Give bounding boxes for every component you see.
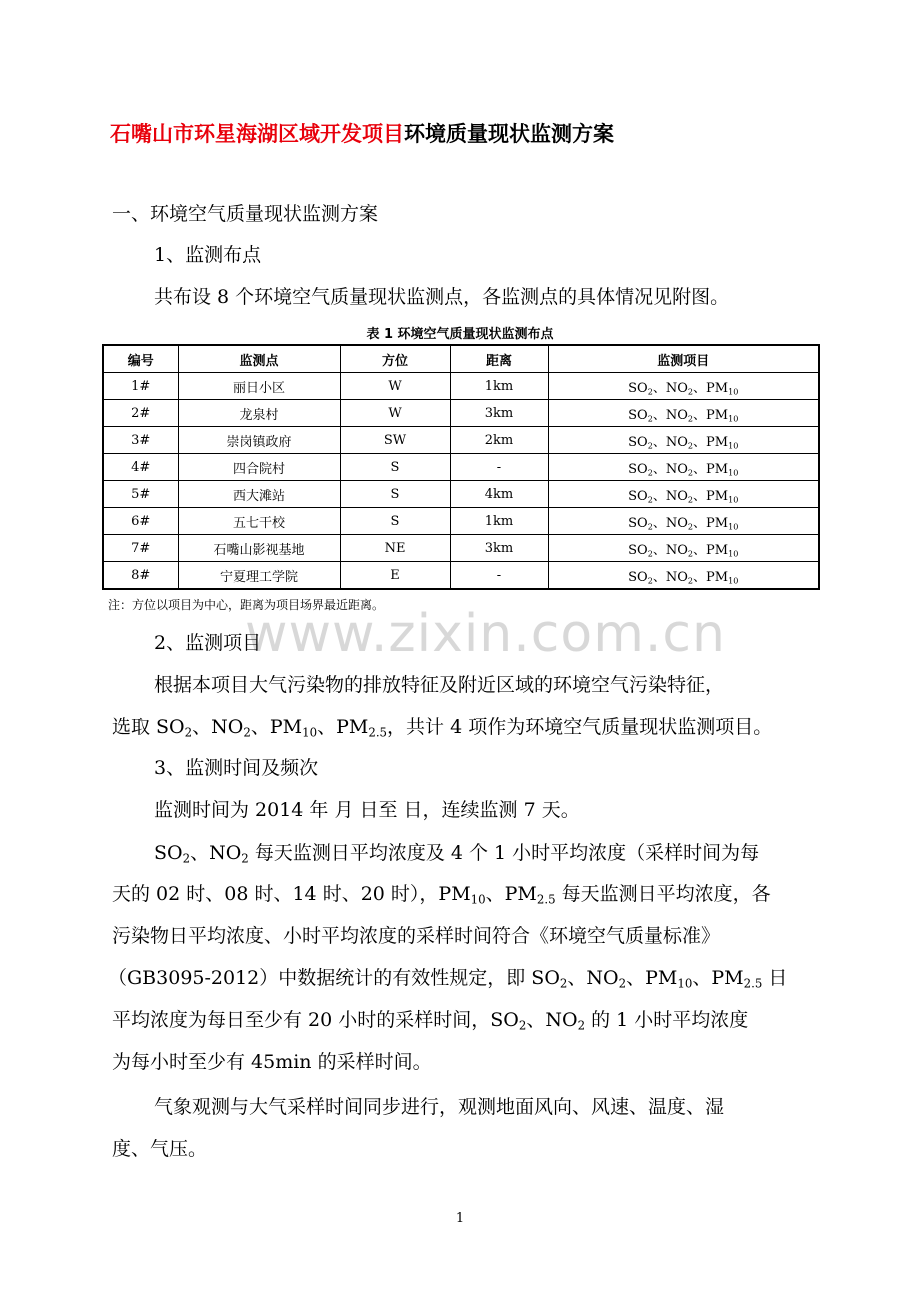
cell-direction: W — [340, 373, 450, 400]
cell-id: 5# — [103, 481, 178, 508]
cell-items: $SO_2$、$NO_2$、$PM_{10}$ — [548, 562, 819, 590]
monitoring-table — [102, 344, 820, 590]
cell-site: 宁夏理工学院 — [178, 562, 340, 590]
cell-items: $SO_2$、$NO_2$、$PM_{10}$ — [548, 454, 819, 481]
sub1-text: 共布设 8 个环境空气质量现状监测点，各监测点的具体情况见附图。 — [154, 286, 730, 308]
sub3-heading: 3、监测时间及频次 — [154, 757, 319, 779]
table-row — [103, 400, 819, 427]
cell-id: 7# — [103, 535, 178, 562]
cell-items: $SO_2$、$NO_2$、$PM_{10}$ — [548, 535, 819, 562]
section1-heading: 一、环境空气质量现状监测方案 — [112, 203, 379, 225]
cell-items: $SO_2$、$NO_2$、$PM_{10}$ — [548, 481, 819, 508]
sub2-line1: 根据本项目大气污染物的排放特征及附近区域的环境空气污染特征， — [154, 674, 725, 696]
table-row — [103, 562, 819, 590]
page-number: 1 — [455, 1211, 465, 1226]
table-body — [103, 373, 819, 590]
sub3-para-line: （GB3095-2012）中数据统计的有效性规定，即 $SO_2$、$NO_2$、$PM_{10}$、$PM_{2.5}$ 日 — [108, 967, 788, 991]
header-distance: 距离 — [450, 345, 548, 373]
table-row — [103, 427, 819, 454]
sub1-heading: 1、监测布点 — [154, 244, 262, 266]
title-black-part: 环境质量现状监测方案 — [404, 122, 614, 146]
sub2-line2: 选取 $SO_2$、$NO_2$、$PM_{10}$、$PM_{2.5}$，共计 4 项作为环境空气质量现状监测项目。 — [112, 716, 773, 740]
cell-direction: E — [340, 562, 450, 590]
cell-distance: 3km — [450, 400, 548, 427]
cell-distance: 2km — [450, 427, 548, 454]
watermark: www.zixin.com.cn — [245, 604, 726, 664]
cell-direction: W — [340, 400, 450, 427]
cell-id: 3# — [103, 427, 178, 454]
cell-direction: S — [340, 481, 450, 508]
cell-site: 丽日小区 — [178, 373, 340, 400]
sub3-para-line: 为每小时至少有 45min 的采样时间。 — [112, 1051, 432, 1073]
header-items: 监测项目 — [548, 345, 819, 373]
header-site: 监测点 — [178, 345, 340, 373]
cell-distance: - — [450, 454, 548, 481]
sub2-heading: 2、监测项目 — [154, 632, 262, 654]
cell-site: 石嘴山影视基地 — [178, 535, 340, 562]
cell-site: 四合院村 — [178, 454, 340, 481]
table-caption: 表 1 环境空气质量现状监测布点 — [366, 327, 554, 342]
cell-distance: 1km — [450, 373, 548, 400]
cell-site: 西大滩站 — [178, 481, 340, 508]
table-row — [103, 508, 819, 535]
cell-id: 6# — [103, 508, 178, 535]
cell-distance: 3km — [450, 535, 548, 562]
cell-id: 8# — [103, 562, 178, 590]
cell-site: 龙泉村 — [178, 400, 340, 427]
weather-line: 气象观测与大气采样时间同步进行，观测地面风向、风速、温度、湿 — [154, 1096, 725, 1118]
cell-id: 2# — [103, 400, 178, 427]
weather-line: 度、气压。 — [112, 1138, 208, 1160]
table-header-row — [103, 345, 819, 373]
table-row — [103, 373, 819, 400]
document-title — [110, 118, 614, 148]
cell-distance: 4km — [450, 481, 548, 508]
table-row — [103, 454, 819, 481]
title-red-part: 石嘴山市环星海湖区域开发项目 — [110, 122, 404, 146]
cell-items: $SO_2$、$NO_2$、$PM_{10}$ — [548, 373, 819, 400]
cell-direction: S — [340, 454, 450, 481]
header-direction: 方位 — [340, 345, 450, 373]
header-id: 编号 — [103, 345, 178, 373]
cell-direction: NE — [340, 535, 450, 562]
table-row — [103, 535, 819, 562]
table-note: 注：方位以项目为中心，距离为项目场界最近距离。 — [108, 598, 385, 612]
cell-direction: SW — [340, 427, 450, 454]
cell-site: 崇岗镇政府 — [178, 427, 340, 454]
cell-direction: S — [340, 508, 450, 535]
sub3-para-line: 平均浓度为每日至少有 20 小时的采样时间，$SO_2$、$NO_2$ 的 1 小时平均浓度 — [112, 1009, 749, 1033]
cell-items: $SO_2$、$NO_2$、$PM_{10}$ — [548, 427, 819, 454]
sub3-para-line: 污染物日平均浓度、小时平均浓度的采样时间符合《环境空气质量标准》 — [112, 925, 721, 947]
table-row — [103, 481, 819, 508]
cell-items: $SO_2$、$NO_2$、$PM_{10}$ — [548, 400, 819, 427]
sub3-para-line: 天的 02 时、08 时、14 时、20 时），$PM_{10}$、$PM_{2.5}$ 每天监测日平均浓度，各 — [112, 883, 771, 907]
cell-distance: - — [450, 562, 548, 590]
cell-distance: 1km — [450, 508, 548, 535]
cell-items: $SO_2$、$NO_2$、$PM_{10}$ — [548, 508, 819, 535]
cell-id: 4# — [103, 454, 178, 481]
cell-id: 1# — [103, 373, 178, 400]
sub3-para-line: $SO_2$、$NO_2$ 每天监测日平均浓度及 4 个 1 小时平均浓度（采样时间为每 — [154, 842, 760, 866]
sub3-time-line: 监测时间为 2014 年 月 日至 日，连续监测 7 天。 — [154, 799, 580, 821]
cell-site: 五七干校 — [178, 508, 340, 535]
